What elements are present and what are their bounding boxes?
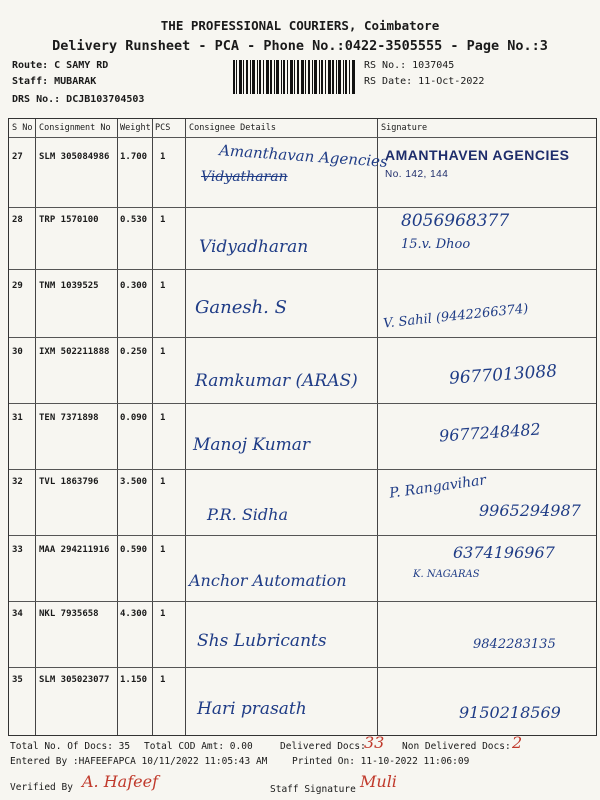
verified-by-signature: A. Hafeef — [82, 772, 158, 791]
row-pcs: 1 — [160, 675, 166, 685]
document-title: THE PROFESSIONAL COURIERS, Coimbatore — [160, 18, 440, 33]
row-weight: 1.150 — [120, 675, 148, 685]
row-pcs: 1 — [160, 413, 166, 423]
col-signature: Signature — [381, 123, 428, 133]
signature-handwriting: 15.v. Dhoo — [401, 237, 471, 252]
signature-handwriting: K. NAGARAS — [413, 569, 480, 580]
non-delivered-docs-value: 2 — [512, 733, 523, 752]
route-label: Route: C SAMY RD — [12, 60, 109, 71]
total-docs: Total No. Of Docs: 35 — [10, 741, 131, 752]
signature-phone: 9150218569 — [459, 703, 561, 722]
barcode — [233, 60, 357, 94]
consignee-handwriting: Anchor Automation — [189, 571, 347, 590]
signature-phone: 9677013088 — [448, 361, 558, 389]
consignee-handwriting: Vidyadharan — [199, 237, 309, 257]
staff-signature-label: Staff Signature — [270, 784, 356, 795]
non-delivered-docs-label: Non Delivered Docs: — [402, 741, 511, 752]
col-consignee: Consignee Details — [189, 123, 276, 133]
consignee-handwriting: Hari prasath — [197, 699, 307, 719]
consignee-handwriting: Amanthavan Agencies — [218, 141, 389, 171]
row-weight: 0.300 — [120, 281, 148, 291]
row-pcs: 1 — [160, 477, 166, 487]
col-pcs: PCS — [155, 123, 171, 133]
signature-handwriting: P. Rangavihar — [388, 472, 488, 502]
total-cod: Total COD Amt: 0.00 — [144, 741, 253, 752]
row-weight: 0.590 — [120, 545, 148, 555]
staff-label: Staff: MUBARAK — [12, 76, 97, 87]
signature-phone: 9677248482 — [438, 419, 542, 446]
company-stamp: AMANTHAVEN AGENCIES — [385, 147, 570, 163]
col-weight: Weight — [120, 123, 151, 133]
row-sno: 34 — [12, 609, 23, 619]
col-consignment: Consignment No — [39, 123, 111, 133]
row-consignment: IXM 502211888 — [39, 347, 110, 357]
signature-handwriting: V. Sahil (9442266374) — [382, 301, 530, 332]
row-sno: 28 — [12, 215, 23, 225]
row-pcs: 1 — [160, 609, 166, 619]
row-sno: 35 — [12, 675, 23, 685]
consignee-handwriting: Ramkumar (ARAS) — [195, 371, 358, 391]
delivered-docs-value: 33 — [364, 733, 385, 752]
row-weight: 3.500 — [120, 477, 148, 487]
consignee-handwriting: Shs Lubricants — [197, 631, 327, 651]
company-stamp-address: No. 142, 144 — [385, 169, 449, 180]
entered-by: Entered By :HAFEEFAPCA 10/11/2022 11:05:43 AM — [10, 756, 268, 767]
row-pcs: 1 — [160, 347, 166, 357]
row-weight: 0.090 — [120, 413, 148, 423]
row-consignment: TRP 1570100 — [39, 215, 99, 225]
row-sno: 31 — [12, 413, 23, 423]
row-pcs: 1 — [160, 215, 166, 225]
rs-date: RS Date: 11-Oct-2022 — [364, 76, 485, 87]
signature-phone: 9965294987 — [479, 501, 581, 520]
struck-handwriting: Vidyatharan — [201, 169, 288, 185]
row-sno: 29 — [12, 281, 23, 291]
row-sno: 30 — [12, 347, 23, 357]
row-weight: 4.300 — [120, 609, 148, 619]
col-sno: S No — [12, 123, 33, 133]
signature-phone: 8056968377 — [401, 211, 510, 231]
signature-phone: 9842283135 — [473, 637, 556, 652]
row-consignment: SLM 305084986 — [39, 152, 110, 162]
signature-phone: 6374196967 — [453, 543, 555, 562]
consignee-handwriting: Manoj Kumar — [193, 435, 311, 455]
row-weight: 0.250 — [120, 347, 148, 357]
row-consignment: TEN 7371898 — [39, 413, 99, 423]
delivered-docs-label: Delivered Docs: — [280, 741, 366, 752]
row-consignment: NKL 7935658 — [39, 609, 99, 619]
row-consignment: TVL 1863796 — [39, 477, 99, 487]
row-weight: 0.530 — [120, 215, 148, 225]
runsheet-table — [8, 118, 597, 736]
row-consignment: MAA 294211916 — [39, 545, 110, 555]
row-pcs: 1 — [160, 281, 166, 291]
consignee-handwriting: Ganesh. S — [195, 297, 287, 318]
consignee-handwriting: P.R. Sidha — [207, 505, 288, 524]
row-pcs: 1 — [160, 152, 166, 162]
document-subtitle: Delivery Runsheet - PCA - Phone No.:0422-3505555 - Page No.:3 — [52, 38, 548, 54]
row-pcs: 1 — [160, 545, 166, 555]
printed-on: Printed On: 11-10-2022 11:06:09 — [292, 756, 470, 767]
staff-signature: Muli — [360, 772, 397, 791]
verified-by-label: Verified By — [10, 782, 73, 793]
row-sno: 33 — [12, 545, 23, 555]
drs-number: DRS No.: DCJB103704503 — [12, 94, 145, 105]
row-sno: 32 — [12, 477, 23, 487]
row-sno: 27 — [12, 152, 23, 162]
row-consignment: TNM 1039525 — [39, 281, 99, 291]
row-weight: 1.700 — [120, 152, 148, 162]
row-consignment: SLM 305023077 — [39, 675, 110, 685]
rs-number: RS No.: 1037045 — [364, 60, 455, 71]
